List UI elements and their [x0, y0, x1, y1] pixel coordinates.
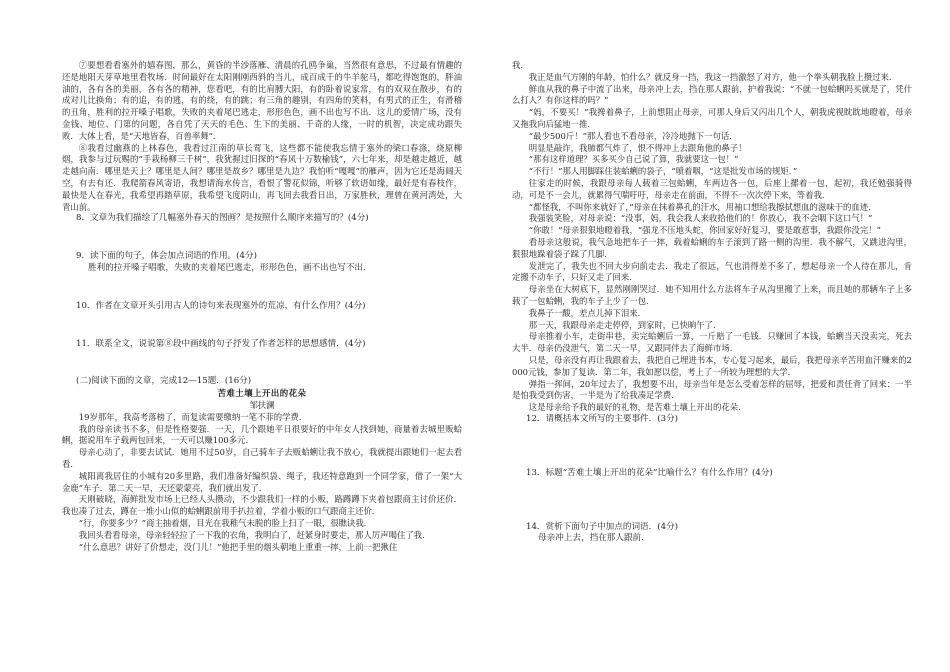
question-11: 11．联系全文，说说第⑧段中画线的句子抒发了作者怎样的思想感情．(4分)	[76, 338, 366, 349]
question-9: 9．读下面的句子，体会加点词语的作用。(4分)	[76, 251, 257, 262]
article-paragraph: 看母亲这般说，我气急地把车子一摔，载着蛤蜊的车子滚到了路一侧的沟里．我不解气，又跳进沟里，狠狠地跺着袋子跺了几脚．	[512, 236, 912, 259]
paragraph-7: ⑦要想看看塞外的嬉春图，那么，黄昏的半沙落雁、清晨的孔鸥争巢，当然很有意思，不过最有情趣的还是地阳天芽草地里看牧场．时间最好在太阳刚刚西斜的当儿，成百成千的牛羊驼马，都吃得饱饱的，胖油油的，各有各的美丽，各有各的精神，您看吧，有的比肩膊大阳，有的卧着说家常，有的双双在散步，有的成对儿比换角；有的追，有的逃，有的绕，有的跳；有三角的趣别，有四角的笑料，有男式的正生，有滑稽的丑角，胜利的拉开嗓子唱歌，失败的夹着尾巴逃走，形形色色，画不出也写不出．这儿的爱情广场，没有金钱、地位、门第的问题，各自凭了天天的毛色、生下的美丽、千奇的人缘，一时的机智，决定成功跟失败．大体上看，是“天地皆春，百兽率舞”．	[62, 60, 462, 141]
article-paragraph: 我的母亲读书不多，但是性格要强．一天，几个跟她平日很要好的中年女人找到她，商量着去城里贩蛤蜊，据说用车子载两包回来，一天可以赚100多元．	[62, 423, 462, 446]
article-paragraph: “那有这样道理？买多买少自己说了算，我就要这一包！”	[528, 154, 739, 165]
left-column	[62, 60, 462, 553]
article-paragraph: 这是母亲给予我的最好的礼物，是苦难土壤上开出的花朵．	[528, 402, 747, 413]
answer-space	[62, 313, 462, 339]
answer-space	[62, 350, 462, 376]
article-paragraph: 城阳离我居住的小城有20多里路，我们准备好编织袋、绳子，我还特意跑到一个同学家，借了一架“大金鹿”车子．第二天一早，天还蒙蒙亮，我们就出发了．	[62, 470, 462, 493]
right-column	[512, 60, 912, 545]
question-14-quote: 母亲冲上去，挡在那人跟前．	[538, 533, 650, 544]
article-title: 苦难土壤上开出的花朵	[217, 388, 307, 399]
article-paragraph: 那一天，我跟母亲走走停停，到家时，已快晌午了．	[528, 319, 722, 330]
article-paragraph: 我强装笑脸，对母亲说：“没事，妈，我会我人来收拾他们的！你放心，我不会咽下这口气！”	[528, 213, 873, 224]
answer-space	[512, 480, 912, 522]
article-paragraph: “都怪我，不叫你来就好了，”母亲在抹着鼻孔的汗水，用袖口想给我擦拭想血的滋味干的血迹．	[528, 201, 877, 212]
article-author: 邹扶澜	[249, 399, 275, 410]
question-14: 14．赏析下面句子中加点的词语．(4分)	[526, 521, 679, 532]
article-paragraph: 弹指一挥间，20年过去了，我想要不出，母亲当年是怎么受着怎样的屈辱，把爱和责任背了回来：一半是怕我受到伤害，一半是为了给我凑足学费．	[512, 378, 912, 401]
article-paragraph: “什么意思？讲好了价想走，没门儿！”他把手里的烟头朝地上重重一摔，上前一把揪住	[78, 541, 398, 552]
answer-space	[62, 225, 462, 251]
article-paragraph: 我．	[512, 60, 529, 70]
article-paragraph: “妈，不要买！”我搀着鼻子，上前想阻止母亲，可那人身后又闪出几个人，朝我虎视眈眈地瞪着，母亲又拖我向后猛地一推．	[512, 107, 912, 129]
article-paragraph: “不行！”那人用脚踩住装蛤蜊的袋子，“喷着咽，“这是批发市场的规矩．”	[528, 166, 798, 177]
article-paragraph: 母亲推着小车，走街串巷，卖完蛤蜊后一算，一斤赔了一毛钱．只赚回了本钱，蛤蜊当天没卖完，死去大半．母亲仍没泄气，第二天一早，又跟同伴去了海鲜市场．	[512, 331, 912, 354]
article-paragraph: 我正是血气方刚的年龄，怕什么？就反身一挡，我这一挡激怒了对方，他一个拳头朝我脸上攒过来．	[528, 71, 898, 82]
article-paragraph: 发泄完了，我失也不回大步向前走去．我走了很远，气也消得差不多了，想起母亲一个人待在那儿，肯定搬不动车子，只好又走了回来．	[512, 260, 912, 283]
answer-space	[512, 426, 912, 468]
article-paragraph: “最少500斤！”那人看也不看母亲，冷冷地抛下一句话．	[528, 130, 738, 141]
article-paragraph: 19岁那年，我高考落榜了，而复读需要缴纳一笔不菲的学费．	[78, 411, 308, 422]
article-paragraph: 明显是敲诈，我肺都气炸了，恨不得冲上去跟角他的鼻子！	[528, 142, 747, 153]
question-9-quote: 胜利的拉开嗓子唱歌，失败的夹着尾巴逃走，形形色色，画不出也写不出．	[88, 262, 372, 273]
section-2-heading: (二)阅读下面的文章，完成12—15题．(16分)	[76, 376, 252, 387]
answer-space	[62, 275, 462, 301]
article-paragraph: 我鼻子一酸，差点儿掉下泪来．	[528, 307, 647, 318]
article-paragraph: “行，你要多少？”商主抽着烟，目光在我稚气未脱的脸上扫了一眼，很瞧诀我．	[78, 517, 373, 528]
article-paragraph: 母亲心动了，非要去试试．她用不过50岁，自己骑车子去贩蛤蜊让我不放心，我就提出跟她们一起去看看．	[62, 447, 462, 469]
question-12: 12．请概括本文所写的主要事件．(3分)	[526, 413, 679, 424]
article-paragraph: 只是，母亲没有再让我跟着去，我把自己埋进书本，专心复习起来，最后，我把母亲辛苦用血汗赚来的2000元钱，参加了复读．第二年，我如愿以偿，考上了一所较为理想的大学．	[512, 354, 912, 377]
question-10: 10．作者在文章开头引用古人的诗句来表现塞外的荒凉，有什么作用？(4分)	[76, 300, 366, 311]
article-paragraph: 我回头看看母亲，母亲轻轻拉了一下我的衣角，我明白了，赶紧身时要走，那人厉声喝住了我．	[78, 529, 431, 540]
article-paragraph: “你敢！”母亲狠狠地瞪着我，“强龙不压地头蛇，你回家好好复习，要是敢惹事，我跟你没完！”	[528, 225, 881, 236]
article-paragraph: 鲜血从我的鼻子中流了出来，母亲冲上去，挡在那人跟前，护着我说：“不就一包蛤蜊吗买就是了，凭什么打人？有你这样的吗？”	[512, 83, 912, 106]
article-paragraph: 往家走的时候，我跟母亲每人载着三包蛤蜊，车两边各一包，后座上摞着一包，起初，我还勉强骑得动，可是不一会儿，就累得气喘吁吁，母亲走在前面，不得不一次次停下来，等着我．	[512, 177, 912, 200]
question-8: 8．文章为我们描绘了几幅塞外春天的图画？是按照什么顺序来描写的？(4分)	[76, 213, 369, 224]
article-paragraph: 母亲坐在大树底下，显然刚刚哭过．她不知用什么方法将车子从沟里搬了上来，而且她的那辆车子上多载了一包蛤蜊，我的车子上少了一包．	[512, 284, 912, 306]
paragraph-8: ⑧我看过幽燕的上林春色，我看过江南的草长莺飞，这些都不能使我忘情于塞外的梁口春涤，烧原柳烟，我参与过玩赐的“手栽杨柳三千树”，我犹握过旧探的“春风十万数榆钱”，六七年来，却是越走越近，越走越向南．哪里是天上？哪里是人间？哪里是故乡？哪里是九边？我怕听“嘎嘎”的雁声，因为它还是海阔天空，有去有还．我爬箭春风寄语，我想请海水传言，看恨了警花似锦，听够了软语如缘，最好是有春枝作，最快是人在春光，我希望再踏草原，我希望飞度阴山，再飞回去我看日出，万家胜秋，理曾在黄河湾处，大青山前。	[62, 142, 462, 212]
article-paragraph: 天刚破晓，海鲜批发市场上已经人头攒动，不少跟我们一样的小贩，路蹲蹲下夹着包跟商主讨价还价．我也凑了过去，蹲在一堆小山似的蛤蜊跟前用手扒拉着，学着小贩的口气跟商主还价．	[62, 494, 462, 517]
question-13: 13．标题“苦难土壤上开出的花朵”比喻什么？有什么作用？(4分)	[526, 467, 773, 478]
